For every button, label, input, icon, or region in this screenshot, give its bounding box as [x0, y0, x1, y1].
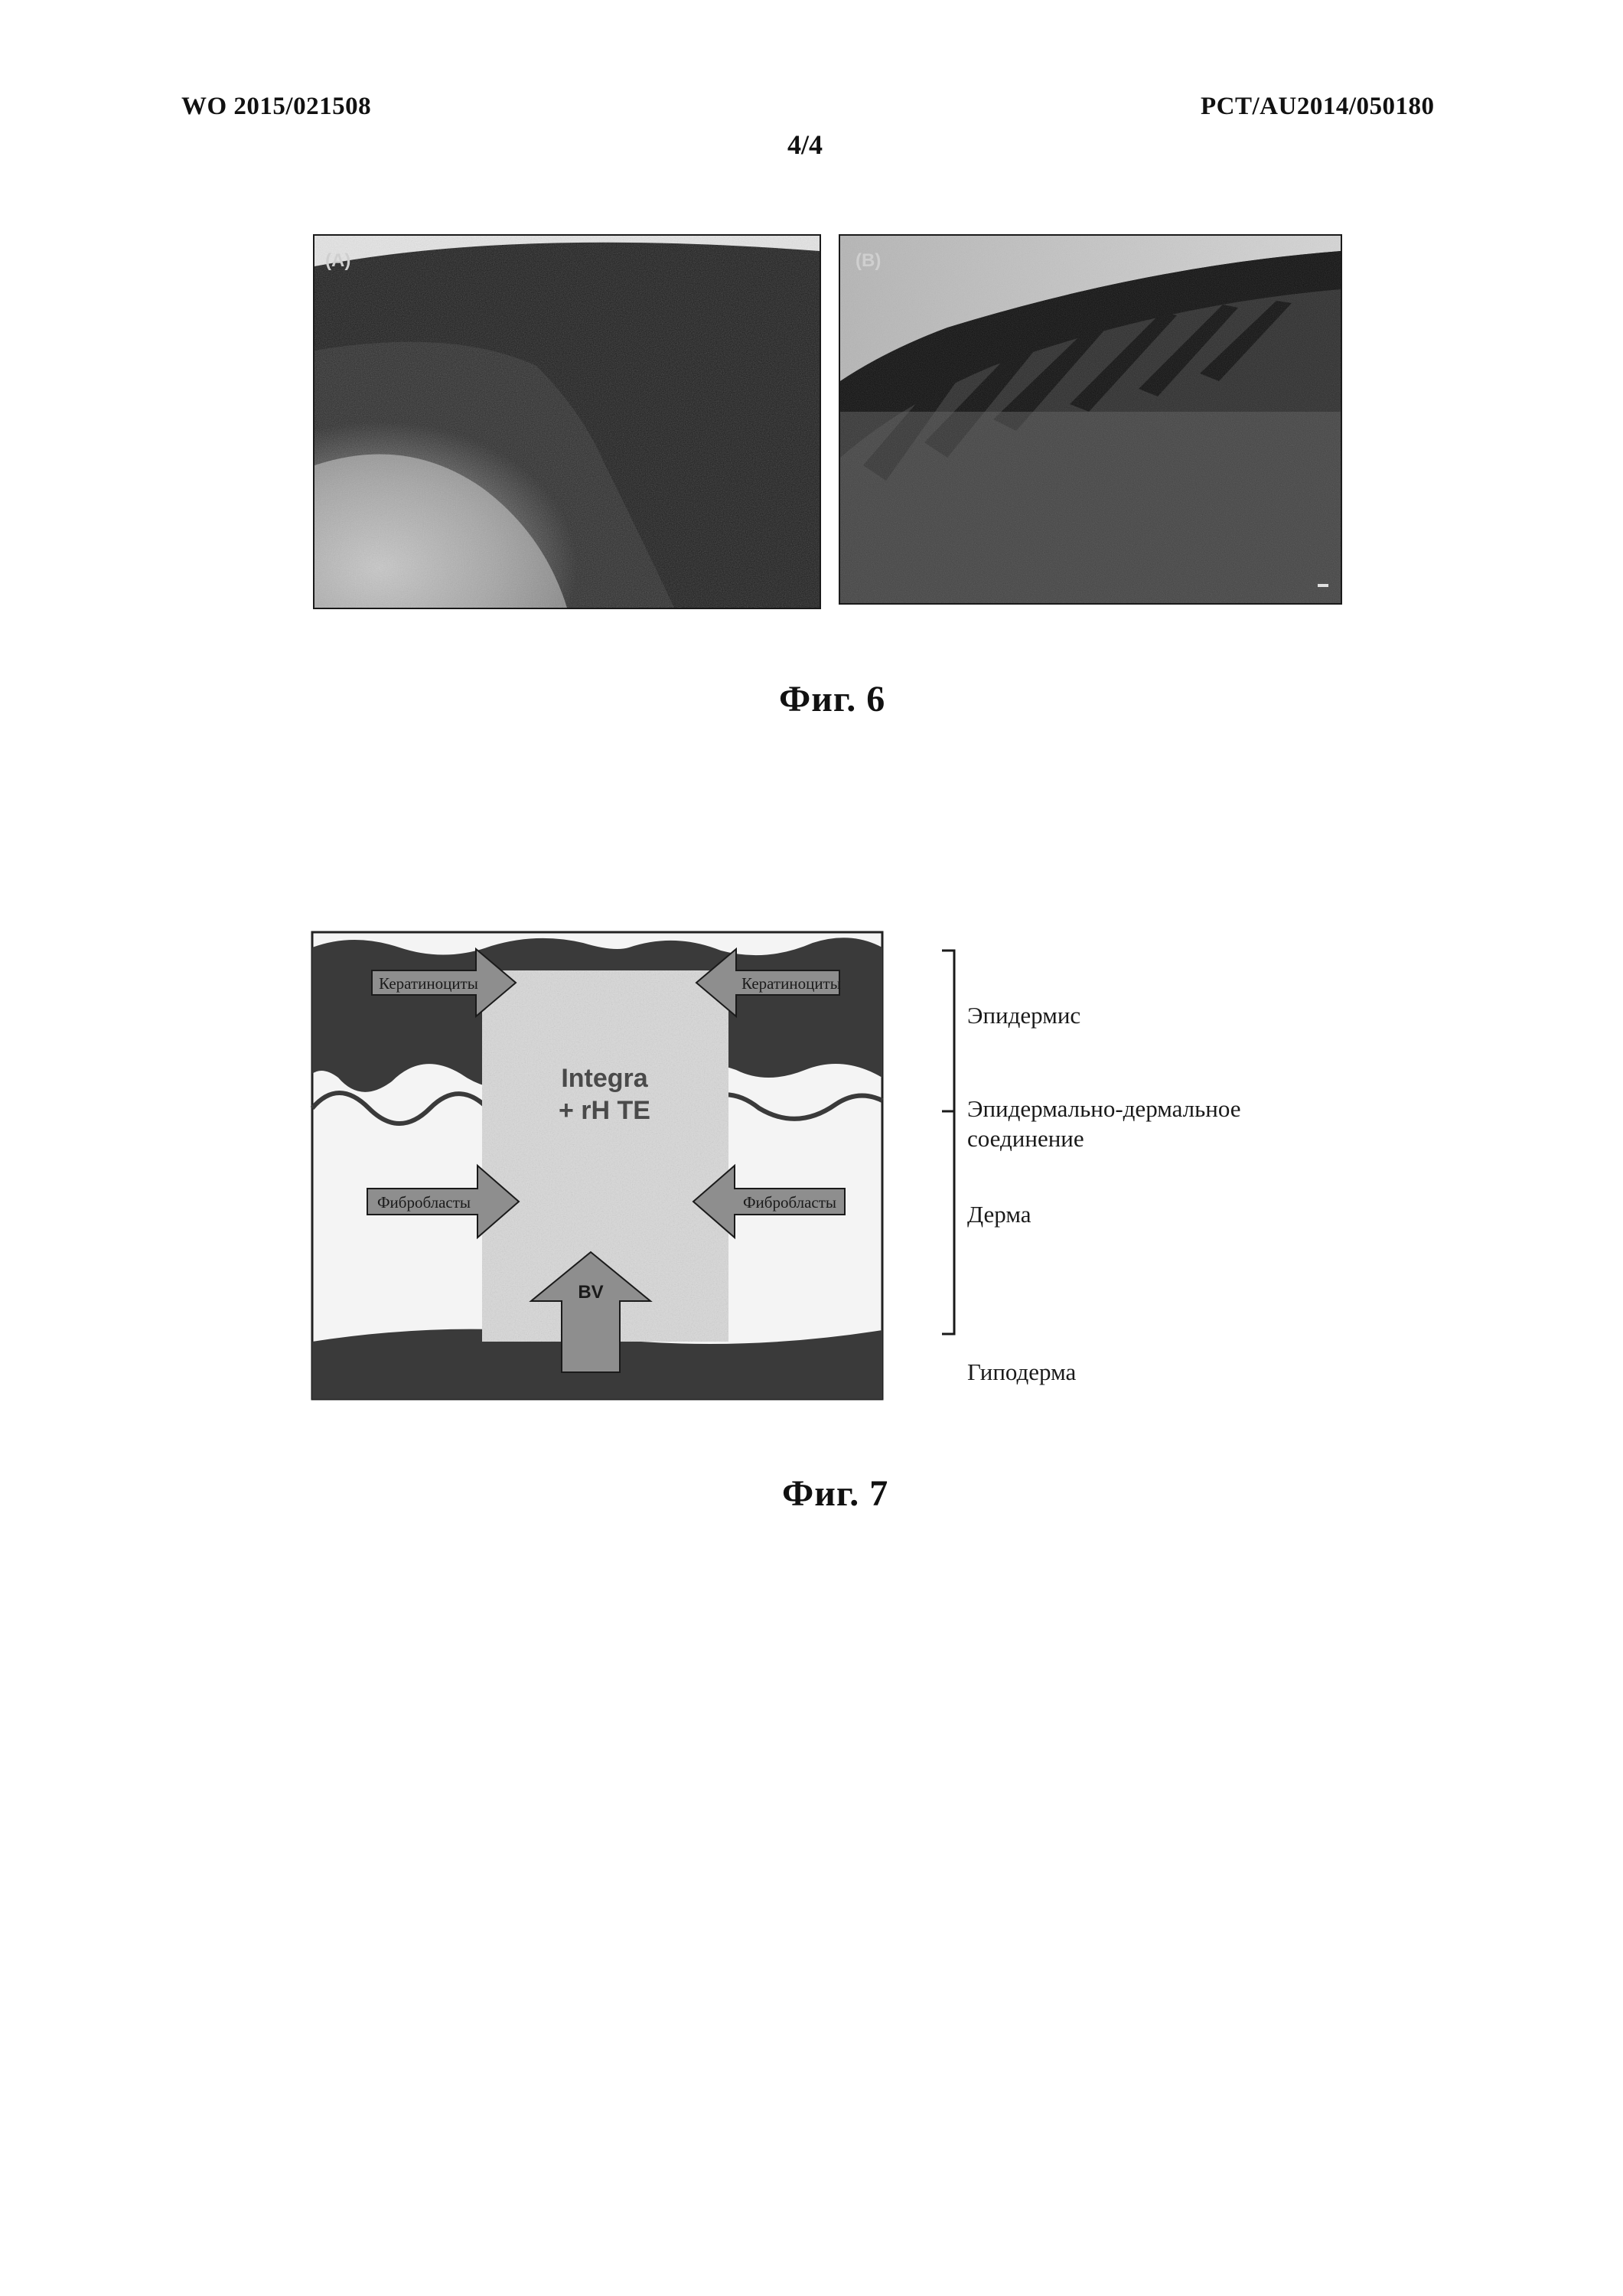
- integra-label-line1: Integra: [561, 1064, 648, 1093]
- junction-label-line2: соединение: [967, 1124, 1084, 1152]
- keratinocytes-left-label: Кератиноциты: [379, 974, 478, 993]
- panel-b-label: (B): [855, 250, 882, 271]
- hypoderm-label: Гиподерма: [967, 1358, 1077, 1385]
- fibroblasts-right-label: Фибробласты: [742, 1193, 837, 1212]
- application-number: PCT/AU2014/050180: [1201, 93, 1435, 120]
- skin-layers-diagram: [308, 925, 889, 1408]
- panel-a-label: (A): [325, 250, 351, 271]
- publication-number: WO 2015/021508: [181, 93, 372, 120]
- figure-7-caption: Фиг. 7: [782, 1473, 889, 1514]
- integra-label-line2: + rH TE: [559, 1096, 650, 1125]
- epidermis-label: Эпидермис: [967, 1002, 1081, 1029]
- micrograph-panel-b: [839, 234, 1342, 605]
- page-number: 4/4: [787, 129, 823, 160]
- layer-bracket: [937, 949, 968, 1336]
- figure-6-caption: Фиг. 6: [779, 679, 886, 719]
- bv-label: BV: [578, 1282, 604, 1303]
- junction-label-line1: Эпидермально-дермальное: [967, 1095, 1241, 1122]
- keratinocytes-right-label: Кератиноциты: [741, 974, 841, 993]
- fibroblasts-left-label: Фибробласты: [376, 1193, 471, 1212]
- derma-label: Дерма: [967, 1201, 1031, 1228]
- micrograph-panel-a: [313, 234, 821, 609]
- junction-label: [967, 1094, 1241, 1154]
